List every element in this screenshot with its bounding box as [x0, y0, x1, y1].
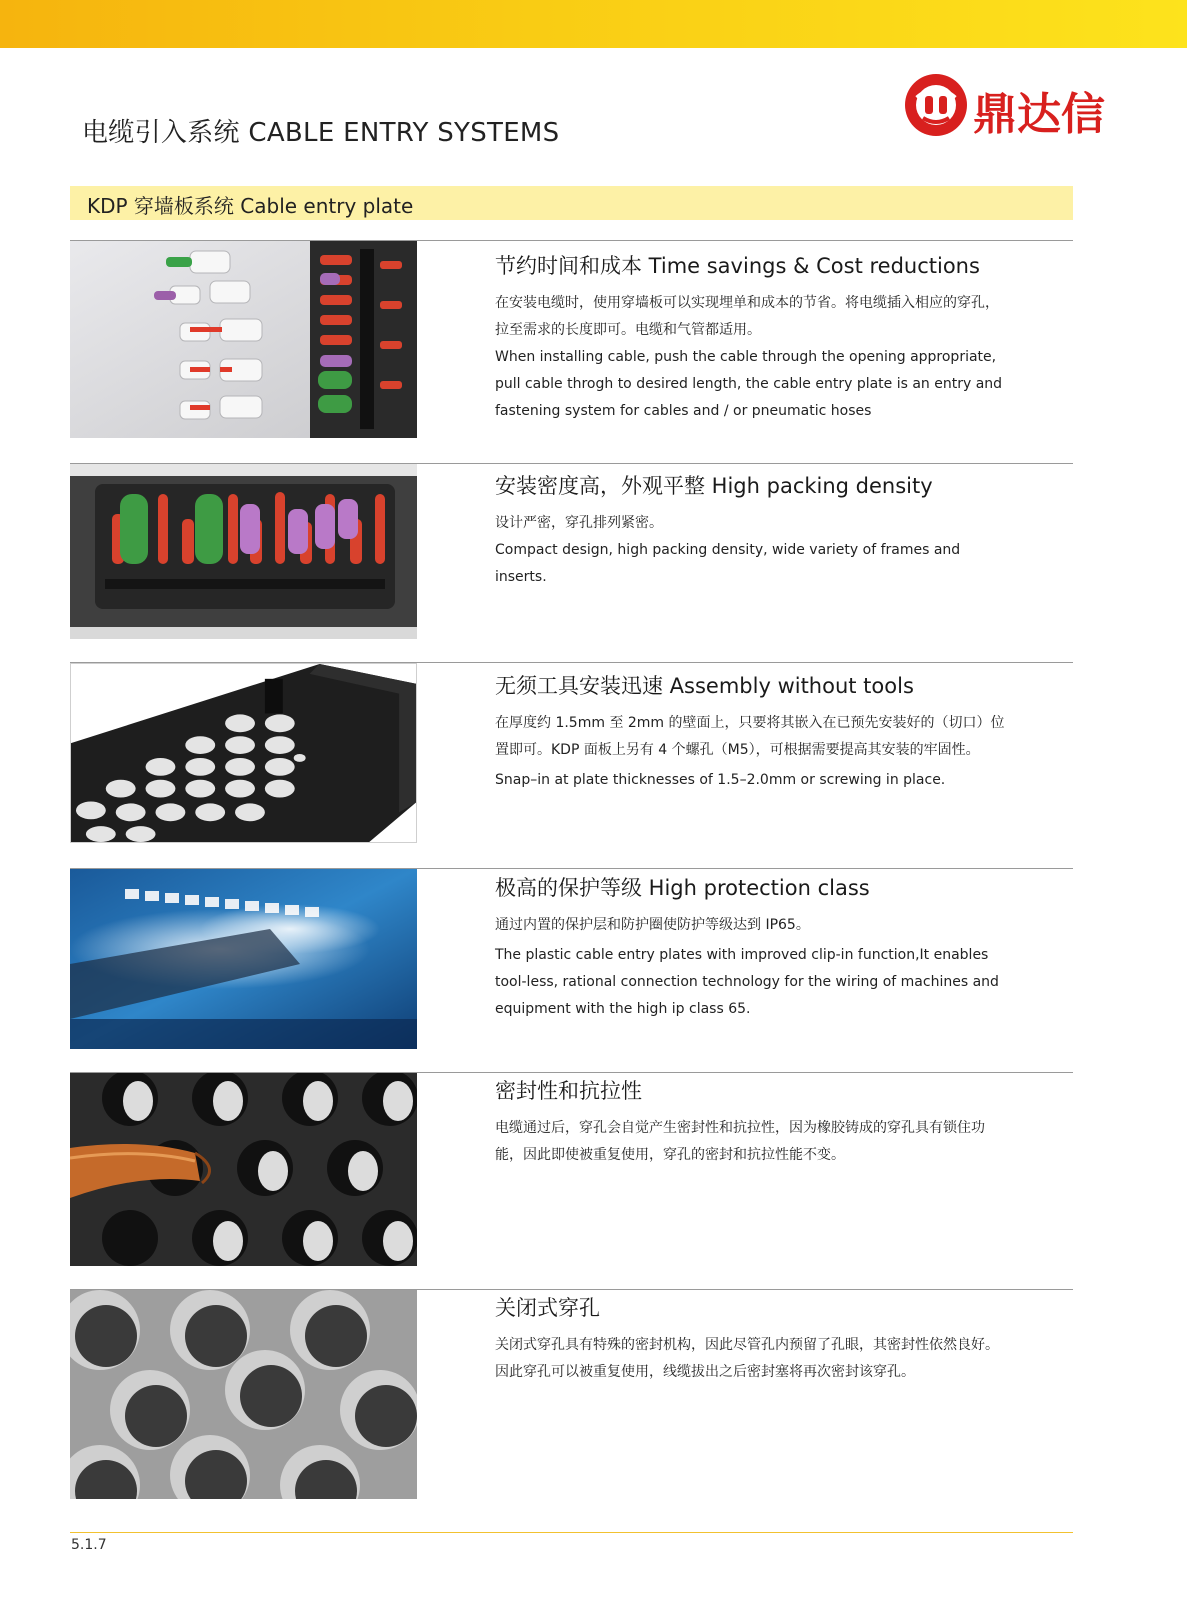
feature-closed-holes — [495, 1292, 1005, 1386]
feature-heading: 无须工具安装迅速 Assembly without tools — [495, 674, 914, 698]
feature-description-en: When installing cable, push the cable through the opening appropriate, pull cable throgh to desired length, the cable entry plate is an entry and fastening system for cables and / or pneumatic hoses — [495, 349, 1003, 419]
feature-assembly — [495, 670, 1005, 794]
feature-image-closed-holes — [70, 1290, 417, 1499]
feature-description-cn: 通过内置的保护层和防护圈使防护等级达到 IP65。 — [495, 917, 810, 933]
feature-description-en: The plastic cable entry plates with improved clip-in function,It enables tool-less, rational connection technology for the wiring of machines and equipment with the high ip class 65. — [495, 947, 999, 1017]
logo-emblem-icon — [903, 72, 969, 138]
feature-heading: 密封性和抗拉性 — [495, 1079, 642, 1103]
company-logo — [903, 72, 1139, 138]
feature-heading: 关闭式穿孔 — [495, 1296, 600, 1320]
feature-description-cn: 在厚度约 1.5mm 至 2mm 的壁面上，只要将其嵌入在已预先安装好的（切口）位置即可。KDP 面板上另有 4 个螺孔（M5），可根据需要提高其安装的牢固性。 — [495, 715, 1005, 758]
feature-sealing — [495, 1075, 1005, 1169]
cable-through-hole-photo — [70, 1073, 417, 1266]
feature-image-assembly — [70, 663, 417, 843]
closed-holes-photo — [70, 1290, 417, 1499]
plate-holes-photo — [71, 664, 416, 842]
feature-description-en: Compact design, high packing density, wide variety of frames and inserts. — [495, 542, 961, 585]
feature-image-packing-density — [70, 464, 417, 639]
section-title: KDP 穿墙板系统 Cable entry plate — [87, 194, 414, 218]
feature-description-cn: 在安装电缆时，使用穿墙板可以实现埋单和成本的节省。将电缆插入相应的穿孔，拉至需求的长度即可。电缆和气管都适用。 — [495, 295, 999, 338]
feature-description-en: Snap–in at plate thicknesses of 1.5–2.0mm or screwing in place. — [495, 772, 946, 788]
feature-description-cn: 设计严密，穿孔排列紧密。 — [495, 515, 663, 531]
feature-heading: 节约时间和成本 Time savings & Cost reductions — [495, 254, 980, 278]
section-header — [70, 186, 1073, 220]
logo-text: 鼎达信 — [973, 89, 1105, 140]
top-accent-bar — [0, 0, 1187, 48]
feature-image-time-savings — [70, 241, 417, 438]
feature-image-protection — [70, 869, 417, 1049]
packed-cables-photo — [70, 464, 417, 639]
feature-heading: 极高的保护等级 High protection class — [495, 876, 870, 900]
footer-divider — [70, 1532, 1073, 1533]
water-splash-photo — [70, 869, 417, 1049]
cable-glands-photo — [70, 241, 417, 438]
feature-packing-density — [495, 470, 1005, 591]
feature-description-cn: 关闭式穿孔具有特殊的密封机构，因此尽管孔内预留了孔眼，其密封性依然良好。因此穿孔可以被重复使用，线缆拔出之后密封塞将再次密封该穿孔。 — [495, 1337, 999, 1380]
page-number: 5.1.7 — [71, 1537, 107, 1553]
feature-protection — [495, 872, 1005, 1023]
feature-time-savings — [495, 250, 1005, 425]
feature-heading: 安装密度高，外观平整 High packing density — [495, 474, 933, 498]
feature-image-sealing — [70, 1073, 417, 1266]
page-title: 电缆引入系统 CABLE ENTRY SYSTEMS — [82, 118, 560, 148]
feature-description-cn: 电缆通过后，穿孔会自觉产生密封性和抗拉性，因为橡胶铸成的穿孔具有锁住功能，因此即使被重复使用，穿孔的密封和抗拉性能不变。 — [495, 1120, 985, 1163]
